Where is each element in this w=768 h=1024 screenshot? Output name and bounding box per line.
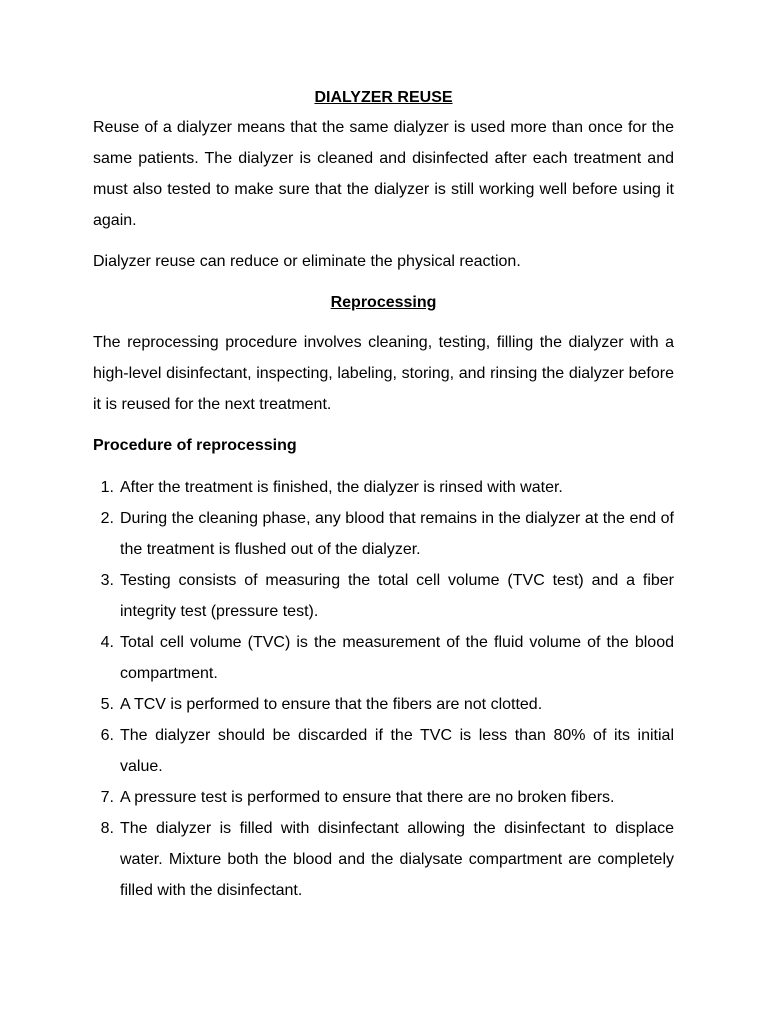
reprocessing-heading: Reprocessing <box>330 294 437 311</box>
procedure-steps-list <box>93 472 674 906</box>
list-item-text: The dialyzer should be discarded if the TVC is less than 80% of its initial value. <box>120 727 674 775</box>
list-item-number: 4. <box>100 634 114 651</box>
list-item <box>93 565 674 627</box>
list-item <box>93 720 674 782</box>
reuse-benefit-paragraph: Dialyzer reuse can reduce or eliminate the physical reaction. <box>93 253 521 270</box>
list-item-text: The dialyzer is filled with disinfectant allowing the disinfectant to displace water. Mixture both the blood and the dialysate compartment are completely filled with the disinfectant. <box>120 820 674 899</box>
list-item <box>93 813 674 906</box>
list-item-number: 2. <box>100 510 114 527</box>
document-page <box>93 84 674 906</box>
list-item-text: A TCV is performed to ensure that the fibers are not clotted. <box>120 696 543 713</box>
list-item-number: 8. <box>100 820 114 837</box>
list-item <box>93 503 674 565</box>
list-item-number: 3. <box>100 572 114 589</box>
intro-paragraph: Reuse of a dialyzer means that the same dialyzer is used more than once for the same patients. The dialyzer is cleaned and disinfected after each treatment and must also tested to make sure that the dialyzer is still working well before using it again. <box>93 119 674 229</box>
list-item-text: After the treatment is finished, the dialyzer is rinsed with water. <box>120 479 563 496</box>
list-item-text: A pressure test is performed to ensure that there are no broken fibers. <box>120 789 615 806</box>
document-title: DIALYZER REUSE <box>314 89 453 106</box>
list-item-number: 6. <box>100 727 114 744</box>
list-item-text: Total cell volume (TVC) is the measurement of the fluid volume of the blood compartment. <box>120 634 674 682</box>
list-item-text: During the cleaning phase, any blood that remains in the dialyzer at the end of the treatment is flushed out of the dialyzer. <box>120 510 674 558</box>
list-item-number: 7. <box>100 789 114 806</box>
reprocessing-paragraph: The reprocessing procedure involves cleaning, testing, filling the dialyzer with a high-level disinfectant, inspecting, labeling, storing, and rinsing the dialyzer before it is reused for the next treatment. <box>93 334 674 413</box>
list-item <box>93 689 674 720</box>
list-item <box>93 472 674 503</box>
procedure-heading: Procedure of reprocessing <box>93 437 297 454</box>
list-item <box>93 627 674 689</box>
list-item-number: 1. <box>100 479 114 496</box>
list-item <box>93 782 674 813</box>
list-item-text: Testing consists of measuring the total cell volume (TVC test) and a fiber integrity test (pressure test). <box>120 572 674 620</box>
list-item-number: 5. <box>100 696 114 713</box>
